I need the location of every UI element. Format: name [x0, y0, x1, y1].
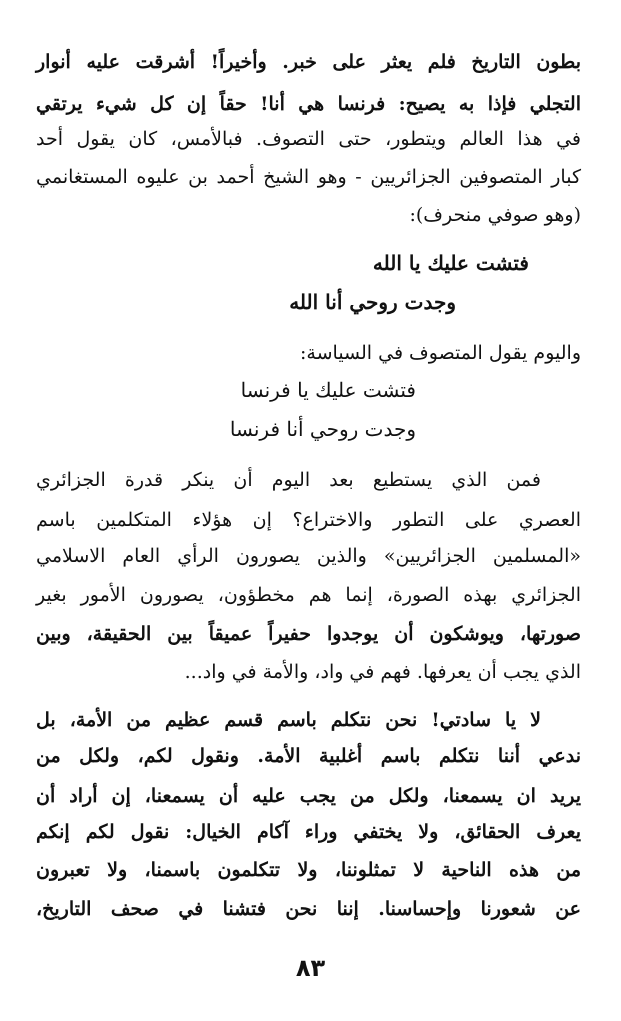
- para1-line-1: بطون التاريخ فلم يعثر على خبر. وأخيراً! أشرقت عليه أنوار: [36, 51, 581, 73]
- para3-line-4: يعرف الحقائق، ولا يختفي وراء آكام الخيال: نقول لكم إنكم: [36, 821, 581, 843]
- para1-line-2: التجلي فإذا به يصيح: فرنسا هي أنا! حقاً إن كل شيء يرتقي: [36, 93, 581, 115]
- para2-line-5: صورتها، ويوشكون أن يوجدوا حفيراً عميقاً بين الحقيقة، وبين: [36, 623, 581, 645]
- para1-line-5: (وهو صوفي منحرف):: [409, 204, 581, 226]
- para2-line-3: «المسلمين الجزائريين» والذين يصورون الرأي العام الاسلامي: [36, 545, 581, 567]
- para2-line-1: فمن الذي يستطيع بعد اليوم أن ينكر قدرة الجزائري: [36, 469, 541, 491]
- para2-line-6: الذي يجب أن يعرفها. فهم في واد، والأمة في واد...: [184, 661, 581, 683]
- para1-line-4: كبار المتصوفين الجزائريين - وهو الشيخ أحمد بن عليوه المستغانمي: [36, 166, 581, 188]
- para3-line-2: ندعي أننا نتكلم باسم أغلبية الأمة. ونقول لكم، ولكل من: [36, 745, 581, 767]
- page-number: ٨٣: [295, 954, 326, 982]
- verse2-line-1: فتشت عليك يا فرنسا: [240, 378, 416, 402]
- para3-line-1: لا يا سادتي! نحن نتكلم باسم قسم عظيم من الأمة، بل: [36, 709, 541, 731]
- verse1-line-2: وجدت روحي أنا الله: [289, 290, 456, 314]
- para1-line-3: في هذا العالم ويتطور، حتى التصوف. فبالأمس، كان يقول أحد: [36, 128, 581, 150]
- para2-line-2: العصري على التطور والاختراع؟ إن هؤلاء المتكلمين باسم: [36, 509, 581, 531]
- para3-line-6: عن شعورنا وإحساسنا. إننا نحن فتشنا في صحف التاريخ،: [36, 898, 581, 920]
- para3-line-5: من هذه الناحية لا تمثلوننا، ولا تتكلمون باسمنا، ولا تعبرون: [36, 859, 581, 881]
- para3-line-3: يريد ان يسمعنا، ولكل من يجب عليه أن يسمعنا، إن أراد أن: [36, 785, 581, 807]
- para2-line-4: الجزائري بهذه الصورة، إنما هم مخطؤون، يصورون الأمور بغير: [36, 584, 581, 606]
- verse2-line-2: وجدت روحي أنا فرنسا: [229, 417, 416, 441]
- verse1-line-1: فتشت عليك يا الله: [372, 251, 529, 275]
- intro-line: واليوم يقول المتصوف في السياسة:: [300, 342, 581, 364]
